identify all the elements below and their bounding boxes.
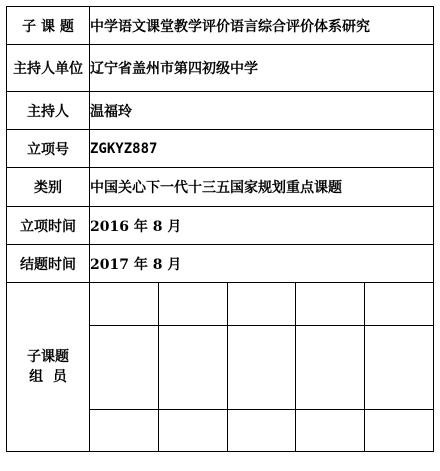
label-end-date: 结题时间 [7, 245, 90, 283]
label-host: 主持人 [7, 92, 90, 130]
member-cell [90, 325, 159, 409]
row-end-date [7, 245, 434, 283]
row-host [7, 92, 434, 130]
value-end-date: 2017 年 8 月 [90, 245, 434, 283]
member-cell [296, 283, 365, 325]
member-cell [296, 325, 365, 409]
member-cell [227, 283, 296, 325]
value-host: 温福玲 [90, 92, 434, 130]
value-subtopic: 中学语文课堂教学评价语言综合评价体系研究 [90, 7, 434, 45]
member-cell [227, 409, 296, 451]
member-cell [364, 283, 433, 325]
member-cell [159, 283, 228, 325]
label-start-date: 立项时间 [7, 207, 90, 245]
members-grid-cell [90, 283, 434, 452]
members-grid [90, 283, 433, 451]
value-host-unit: 辽宁省盖州市第四初级中学 [90, 45, 434, 92]
label-members-line2: 组 员 [29, 369, 67, 385]
member-cell [159, 325, 228, 409]
row-start-date [7, 207, 434, 245]
label-category: 类别 [7, 168, 90, 207]
member-cell [227, 325, 296, 409]
member-cell [90, 409, 159, 451]
project-info-table [6, 6, 434, 452]
row-members [7, 283, 434, 452]
row-host-unit [7, 45, 434, 92]
member-cell [364, 325, 433, 409]
member-cell [90, 283, 159, 325]
members-grid-row [90, 409, 433, 451]
member-cell [364, 409, 433, 451]
label-project-number: 立项号 [7, 130, 90, 168]
label-subtopic: 子 课 题 [7, 7, 90, 45]
value-start-date: 2016 年 8 月 [90, 207, 434, 245]
members-grid-row [90, 325, 433, 409]
label-members [7, 283, 90, 452]
label-host-unit: 主持人单位 [7, 45, 90, 92]
member-cell [159, 409, 228, 451]
member-cell [296, 409, 365, 451]
row-category [7, 168, 434, 207]
row-project-number [7, 130, 434, 168]
members-grid-row [90, 283, 433, 325]
label-members-line1: 子课题 [27, 349, 69, 365]
value-category: 中国关心下一代十三五国家规划重点课题 [90, 168, 434, 207]
value-project-number: ZGKYZ887 [90, 130, 434, 168]
row-subtopic [7, 7, 434, 45]
